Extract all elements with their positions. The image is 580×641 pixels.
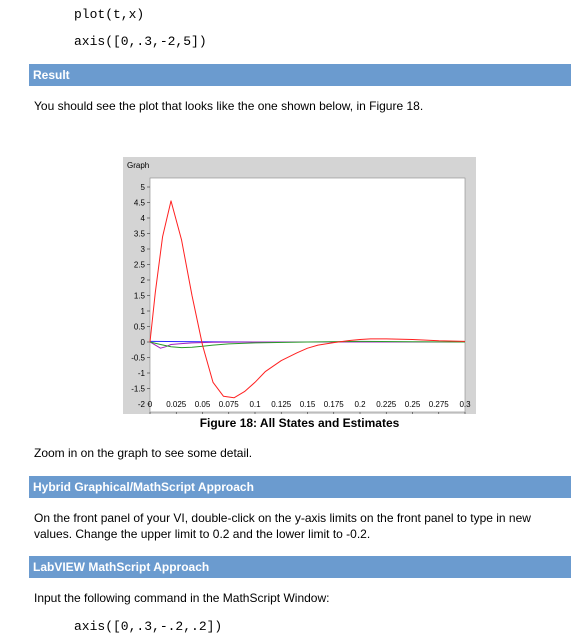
y-tick-label: 1.5 xyxy=(133,291,145,301)
section-header-result: Result xyxy=(29,64,571,86)
x-tick-label: 0 xyxy=(147,400,153,409)
y-tick-label: 3.5 xyxy=(133,229,145,239)
y-tick-label: -0.5 xyxy=(131,353,145,363)
code-axis-zoom-command: axis([0,.3,-.2,.2]) xyxy=(74,619,223,634)
y-tick-label: 0 xyxy=(140,338,145,347)
labview-text: Input the following command in the MathScript Window: xyxy=(34,591,330,605)
y-tick-label: 5 xyxy=(140,183,145,192)
x-tick-label: 0.05 xyxy=(194,400,211,409)
x-tick-label: 0.125 xyxy=(271,400,292,409)
x-tick-label: 0.275 xyxy=(428,400,449,409)
y-tick-label: 1 xyxy=(140,307,145,316)
x-tick-label: 0.175 xyxy=(323,400,344,409)
graph-panel xyxy=(123,157,476,414)
y-tick-label: 4 xyxy=(140,214,145,223)
x-tick-label: 0.15 xyxy=(299,400,316,409)
x-tick-label: 0.225 xyxy=(376,400,397,409)
section-header-labview: LabVIEW MathScript Approach xyxy=(29,556,571,578)
hybrid-text: On the front panel of your VI, double-click on the y-axis limits on the front panel to type in new values. Change the upper limit to 0.2 and the lower limit to -0.2. xyxy=(34,511,531,541)
y-tick-label: 3 xyxy=(140,245,145,254)
y-tick-label: 2 xyxy=(140,276,145,285)
y-tick-label: 2.5 xyxy=(133,260,145,270)
y-tick-label: 4.5 xyxy=(133,198,145,208)
figure-caption: Figure 18: All States and Estimates xyxy=(199,416,400,430)
y-tick-label: -2 xyxy=(137,400,145,409)
x-tick-label: 0.025 xyxy=(166,400,187,409)
y-tick-label: 0.5 xyxy=(133,322,145,332)
x-tick-label: 0.2 xyxy=(354,400,366,409)
graph-title: Graph xyxy=(127,161,150,170)
x-tick-label: 0.3 xyxy=(459,400,471,409)
x-tick-label: 0.075 xyxy=(218,400,239,409)
y-axis xyxy=(131,183,150,409)
y-tick-label: -1 xyxy=(137,369,145,378)
x-tick-label: 0.25 xyxy=(404,400,421,409)
graph-svg xyxy=(123,157,476,414)
y-tick-label: -1.5 xyxy=(131,384,145,394)
code-plot-command: plot(t,x) xyxy=(74,7,145,22)
section-header-hybrid: Hybrid Graphical/MathScript Approach xyxy=(29,476,571,498)
result-text: You should see the plot that looks like the one shown below, in Figure 18. xyxy=(34,99,424,113)
plot-area xyxy=(147,178,465,412)
x-tick-label: 0.1 xyxy=(249,400,261,409)
code-axis-command: axis([0,.3,-2,5]) xyxy=(74,34,207,49)
zoom-text: Zoom in on the graph to see some detail. xyxy=(34,446,253,460)
